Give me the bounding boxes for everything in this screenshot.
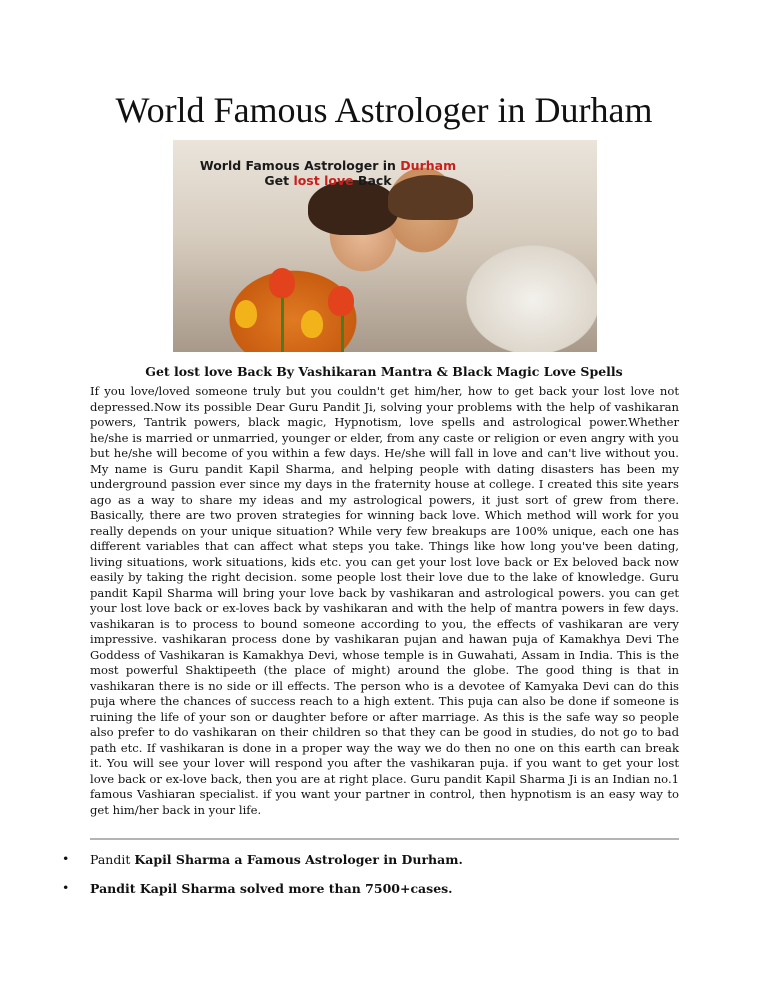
hero-banner-text <box>173 158 483 188</box>
woman-hair-shape <box>308 180 398 235</box>
list-item <box>62 881 463 897</box>
yellow-tulip-icon <box>301 310 323 338</box>
bullet-icon: • <box>62 880 70 895</box>
bullet-icon: • <box>62 851 70 866</box>
banner-line2-suffix: Back <box>353 173 392 188</box>
section-subtitle: Get lost love Back By Vashikaran Mantra & Black Magic Love Spells <box>145 364 623 379</box>
list-item-bold-text: Kapil Sharma a Famous Astrologer in Durham. <box>134 852 463 867</box>
yellow-tulip-icon <box>235 300 257 328</box>
list-item <box>62 852 463 868</box>
red-tulip-icon <box>328 286 354 316</box>
banner-line1-prefix: World Famous Astrologer in <box>199 158 401 173</box>
horizontal-divider <box>90 838 679 840</box>
banner-line2-highlight: lost love <box>293 173 354 188</box>
page-title: World Famous Astrologer in Durham <box>115 90 653 130</box>
body-paragraph: If you love/loved someone truly but you couldn't get him/her, how to get back your lost love not depressed.Now its possible Dear Guru Pandit Ji, solving your problems with the help of vashikaran powers, Tantrik powers, black magic, Hypnotism, love spells and astrological power.Whether he/she is married or unmarried, younger or elder, from any caste or religion or even angry with you but he/she will become of you within a few days. He/she will fall in love and can't live without you. My name is Guru pandit Kapil Sharma, and helping people with dating disasters has been my underground passion ever since my days in the fraternity house at college. I created this site years ago as a way to share my ideas and my astrological powers, it just sort of grew from there. Basically, there are two proven strategies for winning back love. Which method will work for you really depends on your unique situation? While very few breakups are 100% unique, each one has different variables that can affect what steps you take. Things like how long you've been dating, living situations, work situations, kids etc. you can get your lost love back or Ex beloved back now easily by taking the right decision. some people lost their love due to the lake of knowledge. Guru pandit Kapil Sharma will bring your love back by vashikaran and astrological powers. you can get your lost love back or ex-loves back by vashikaran and with the help of mantra powers in few days. vashikaran is to process to bound someone according to you, the effects of vashikaran are very impressive. vashikaran process done by vashikaran pujan and hawan puja of Kamakhya Devi The Goddess of Vashikaran is Kamakhya Devi, whose temple is in Guwahati, Assam in India. This is the most powerful Shaktipeeth (the place of might) around the globe. The good thing is that in vashikaran there is no side or ill effects. The person who is a devotee of Kamyaka Devi can do this puja where the chances of success reach to a high extent. This puja can also be done if someone is ruining the life of your son or daughter before or after marriage. As this is the safe way so people also prefer to do vashikaran on their children so that they can be good in studies, do not go to bad path etc. If vashikaran is done in a proper way the way we do then no one on this earth can break it. You will see your lover will respond you after the vashikaran puja. if you want to get your lost love back or ex-love back, then you are at right place. Guru pandit Kapil Sharma Ji is an Indian no.1 famous Vashiaran specialist. if you want your partner in control, then hypnotism is an easy way to get him/her back in your life. <box>90 384 679 817</box>
red-tulip-icon <box>269 268 295 298</box>
bullet-list <box>62 852 463 910</box>
banner-line1-highlight: Durham <box>400 158 457 173</box>
list-item-bold-text: Pandit Kapil Sharma solved more than 7500+cases. <box>90 881 453 896</box>
hero-image <box>173 140 597 352</box>
flower-stem <box>281 290 284 352</box>
list-item-plain-text: Pandit <box>90 852 135 867</box>
banner-line2-prefix: Get <box>264 173 294 188</box>
